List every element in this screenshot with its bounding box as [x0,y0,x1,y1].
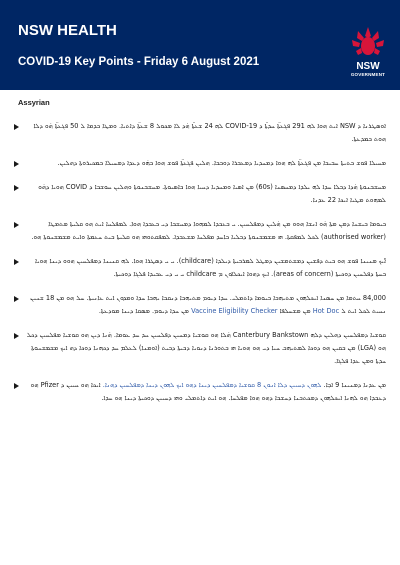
point-text-end: ܐܝܟܐ ܗܘ ܚܝܝܢ ܕ Pfizer ܗܘ ܕܥܒܕܐ ܗܘ ܠܗܢܐ ܐܝܟܠܗܘܢ ܕܡܟܬܒܢܐ ܕܚܫܒܐ ܕܗܘ ܗܘܐ ܡܦܠܚܐ. ܗܘ ܐܝܬ ܕܐܬܡܠܝ ܘܗܝ ܕܚܝܝܢ ܕܘܟܝܬܐ ܕܝܢܐ ܗܘ ܚܕܐ. [30,381,386,402]
waratah-icon [346,24,390,62]
nsw-government-logo [346,24,390,80]
list-item [14,292,386,318]
bullet-arrow-icon [14,124,19,130]
bullet-arrow-icon [14,222,19,228]
point-text: ܩܘܫܝܐ ܕܡܦܠܚܝܢ ܕܗܠܝܢ ܕܠܗ Canterbury Bankstown ܗ̇ܠܐ ܗܘ ܩܘܫܝܐ ܕܡܚܝܢ ܕܦܠܚܝܢ ܚܕ ܚܕ ܥܘܡܐ. ܗ̇ܢܐ ܕܝܢ ܗܘ ܩܘܫܝܐ ܡܦܠܚܝܢ ܕܟܠ ܗܘ (LGA) ܡܢ ܒܩܝܢ ܗܘ ܕܘܟܐ ܠܡܬܝܗܒ ܚܝܐ ܕܝ ܗܘ ܗܘܝܐ ܗܝ ܒܬܘܪܢܐ ܕܢܘܝܐ ܕܒܝܬܐ ܕܒܝܬ (ܐܘܡܢܐ) ܠܥܠܡ ܚܕ ܕܟܗܢܐ ܕܘܟܐ ܕܗ ܐܝܟ ܡܫܡܫܢܘܬܐ ܚܕܬܐ ܘܡܢ ܥܕܐ ܦܠܓܐ. [26,331,386,365]
list-item [14,329,386,368]
point-text: ܡܚܝܠܐ ܦܘܫ ܒܬܝܬܐ ܚܒܝܒܐ ܡܢ ܦܓܥܬ̈ܐ ܠܗ ܗܘܐ ܕܡܚܕܝܐ ܕܡܥܒܪܐ ܕܘܒܒܐ. ܗܠܝܢ ܦܓܥܬ̈ܐ ܦܘܫ ܗܘܐ ܒܗ̇ܘ ܕܥܕܐ ܕܡܚܝܠܐ ܒܡܟܝܪܘܬܐ ܕܗܠܝܢ. [57,159,386,167]
bullet-arrow-icon [14,259,19,265]
hotdoc-link[interactable]: Hot Doc [312,307,340,315]
page-title: NSW HEALTH [18,22,117,39]
page-subtitle: COVID-19 Key Points - Friday 6 August 2021 [18,56,260,68]
point-text: ܐܘܣܛܪܢܐ ܕ NSW ܐܝܬ ܗܘܐ ܠܗ 291 ܦܓܥܬ̈ܐ ܚܕܬ̈ܐ ܕ COVID-19 ܠܗ 24 ܫܥܬ̈ܐ ܗ̇ܕ ܠܐ ܡܟܘܠ 8 ܫܥܬ̈ܐ ܕܐܬܝܐ. ܘܡܛܐ ܒܕܡܐ ܠ 50 ܦܓܥܬ̈ܐ ܗ̇ܘ ܕܠܐ ܗܘܬ ܒܡܕܥܬܐ. [33,122,386,143]
bullet-arrow-icon [14,161,19,167]
header-banner [0,0,400,90]
point-text: ܡܚܫܒܢܘܬܐ ܗ̇ܕܐ ܕܒܠܐ ܚܕܐ ܠܗ ܝܠܕܐ ܕܡܚܣܢܐ (60s) ܡܢ ܐܣܝܐ ܘܡܚܕܝܐ ܕܚܝܐ ܗܘܐ ܒܐܣܝܘܬܐ. ܡܚܫܒܢܘܬܐ ܘܗܠܝܢ ܚܘܫܒܐ ܕ COVID ܗܘܝܐ ܕܗ̇ܘ ܠܡܗܘܬ ܡܛܝܐ ܐܝܟܐ 22 ܥܕܢܐ. [38,183,386,204]
logo-government-text: GOVERNMENT [350,72,386,77]
key-points-list [14,120,386,416]
logo-nsw-text: NSW [356,61,380,72]
point-text-start: ܡܢ ܥܕܢܐ ܕܡܢܝܢܐ 9 ܐܒ̣ܐ. [323,381,386,389]
point-text-middle: ܡܢ ܡܫܚܠܦܐ [279,307,311,315]
point-text-start: 84,000 ܚܬܡܐ ܡܢ ܚܣܢܐ ܐܝܟܠܗܘܢ ܡܬܝܗܒܐ ܒܝܘܡܐ ܕܐܬܡܠܝ. ܚܕܐ ܕܝܘܡ ܡܬܝܗܒܐ ܕܢܩܒܐ ܝܗܒܐ ܚܕܐ ܘܡܕܘܢ ܐܝܬ ܥܐܢܝܬܐ. ܚܠ ܗܘ ܡܢ 18 ܫܢܝܢ ܢܚܝܬ ܠܟܠ ܐܝܬ ܠ [30,294,386,315]
list-item [14,157,386,170]
point-text: ܐ̄ܝܟ ܡܢܝܢܐ ܦܘܫ ܗܘ ܒܝܬ ܕܦܫܝܢ ܕܡܫܬܡܫܝܢ ܕܡܛܠ ܠܡܪܒܝܬܐ ܕܝܠܕܐ (childcare). ܝ ܝ ܕܣܛܪܐ ܗܘܐ. ܠܗ ܩܢܝܢܐ ܕܡܦܠܚܝܢ ܗܘܘ ܕܝܢܐ ܗܘܝܐ ܒܚܬܐ ܕܦܠܚܝܢ ܕܘܟܝܬܐ (areas of concern). ܐܝܟ ܕܗܘܐ ܐܝܟܠܐܘܢ ܡ childcare ܝ ܝ ܕܝ ܥܒܝܕܐ ܦܠܓܐ ܕܘܟܝܬܐ. [34,257,386,278]
point-text-end: ܡܢ ܚܕܐ ܕܝܘܡ. ܡܣܩܐ ܕܝܢܐ ܡܘܕܥܬܐ. [98,307,189,315]
bullet-arrow-icon [14,185,19,191]
list-item [14,379,386,405]
list-item [14,218,386,244]
list-item [14,181,386,207]
language-label: Assyrian [18,98,50,107]
point-text-with-links [26,379,386,405]
point-text-with-links [26,292,386,318]
vaccine-eligibility-checker-link[interactable]: Vaccine Eligibility Checker [191,307,278,315]
lga-list-link[interactable]: ܠܗܘܢ ܕܚܝܝܢ ܕܠܐ ܐܢܘܢ 8 ܩܘܫܝܐ ܕܡܦܠܚܝܢ ܕܝܢܐ ܕܗܘ ܐܝܟ ܠܗܘܢ ܕܝܢܐ ܕܡܦܠܚܝܢ ܕܗܢܐ. [102,381,322,389]
bullet-arrow-icon [14,333,19,339]
list-item [14,255,386,281]
list-item [14,120,386,146]
bullet-arrow-icon [14,383,19,389]
bullet-arrow-icon [14,296,19,302]
point-text: ܒܝܘܡܐ ܒܝܫܢܐ ܕܡܢ ܡܬܐ ܗ̇ܘ ܐܢܫܐ ܗܘܘ ܡܢ ܗ̇ܠܝܢ ܕܡܦܠܚܝܢ. ܝ ܒܥܒܕܐ ܠܡܗܘܐ ܕܡܚܫܒܐ ܕܝ ܒܥܒܕܐ ܗܘܐ. ܠܡܦܠܚܐ ܐܝܬ ܗܘ ܩܠܝܬܐ ܡܬܡܛܐ (authorised worker) ܠܟܠ ܠܡܦܩܬܐ. ܗܝ ܡܫܡܫܢܘܬܐ ܕܒܠܝܐ ܒܐܚܕ ܡܦܠܚܐ ܡܫܥܒܕܐ. ܠܡܦܩܬܘܗܝ ܗܘ ܩܠܝܬܐ ܒܝܬ ܚܥܡܬܐ ܘܐܝܬ ܡܫܡܫܢܘܬܐ ܗܘ. [31,220,386,241]
